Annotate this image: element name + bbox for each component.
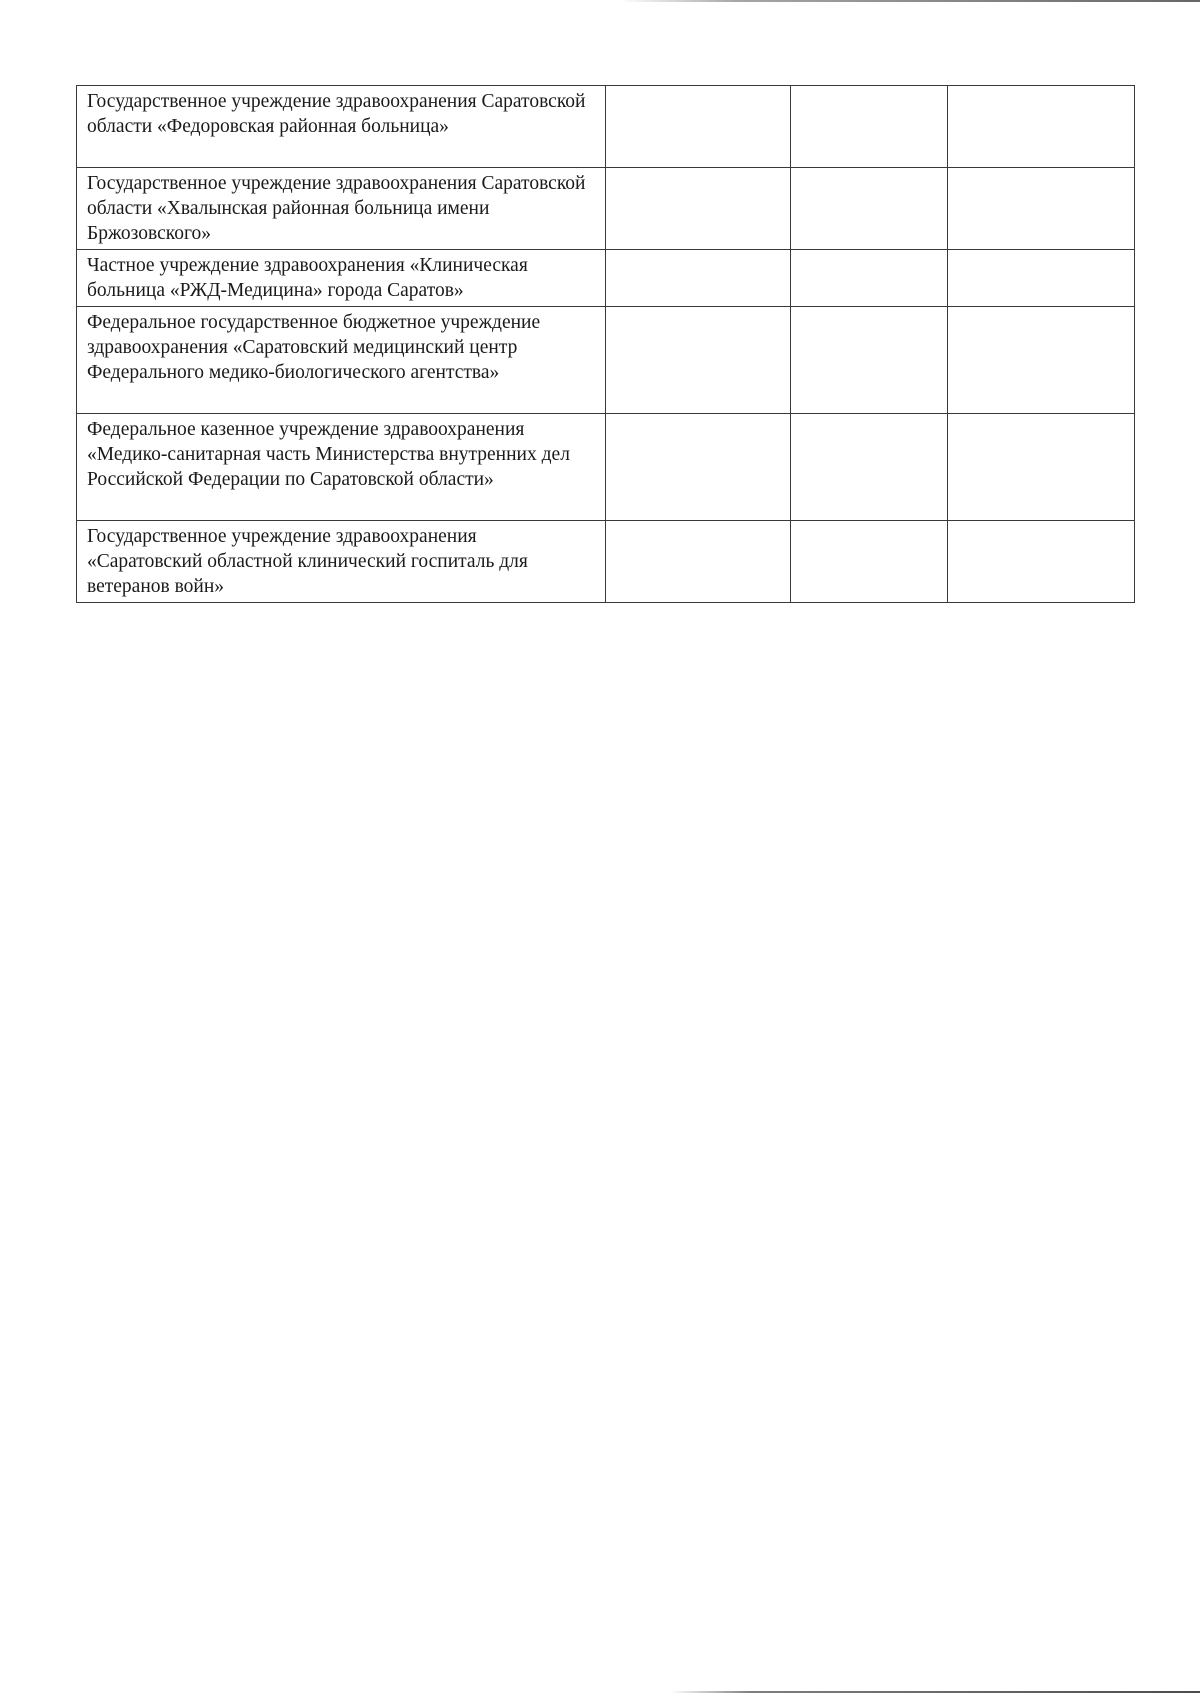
institution-name-cell: Федеральное государственное бюджетное учреждение здравоохранения «Саратовский медицинский центр Федерального медико-биологического агентства» <box>77 307 606 414</box>
table-row <box>77 307 1135 414</box>
institution-name-cell: Государственное учреждение здравоохранения «Саратовский областной клинический госпиталь для ветеранов войн» <box>77 521 606 603</box>
table-cell <box>606 250 791 307</box>
table-cell <box>948 86 1135 168</box>
table-cell <box>948 521 1135 603</box>
table-cell <box>948 250 1135 307</box>
table-cell <box>791 168 948 250</box>
table-cell <box>606 414 791 521</box>
table-cell <box>791 414 948 521</box>
table-cell <box>606 307 791 414</box>
table-row <box>77 521 1135 603</box>
table-cell <box>791 307 948 414</box>
table-row <box>77 86 1135 168</box>
table-cell <box>791 250 948 307</box>
table-cell <box>791 521 948 603</box>
table-row <box>77 250 1135 307</box>
scan-edge-top <box>620 0 1200 2</box>
table-cell <box>948 168 1135 250</box>
institutions-table <box>76 85 1135 603</box>
table-cell <box>948 414 1135 521</box>
table-cell <box>948 307 1135 414</box>
scan-edge-bottom <box>670 1691 1200 1693</box>
table-cell <box>606 86 791 168</box>
institution-name-cell: Государственное учреждение здравоохранения Саратовской области «Федоровская районная больница» <box>77 86 606 168</box>
table-cell <box>606 521 791 603</box>
table-row <box>77 168 1135 250</box>
institution-name-cell: Федеральное казенное учреждение здравоохранения «Медико-санитарная часть Министерства внутренних дел Российской Федерации по Саратовской области» <box>77 414 606 521</box>
table-cell <box>791 86 948 168</box>
institution-name-cell: Государственное учреждение здравоохранения Саратовской области «Хвалынская районная больница имени Бржозовского» <box>77 168 606 250</box>
table-row <box>77 414 1135 521</box>
institution-name-cell: Частное учреждение здравоохранения «Клиническая больница «РЖД-Медицина» города Саратов» <box>77 250 606 307</box>
table-cell <box>606 168 791 250</box>
